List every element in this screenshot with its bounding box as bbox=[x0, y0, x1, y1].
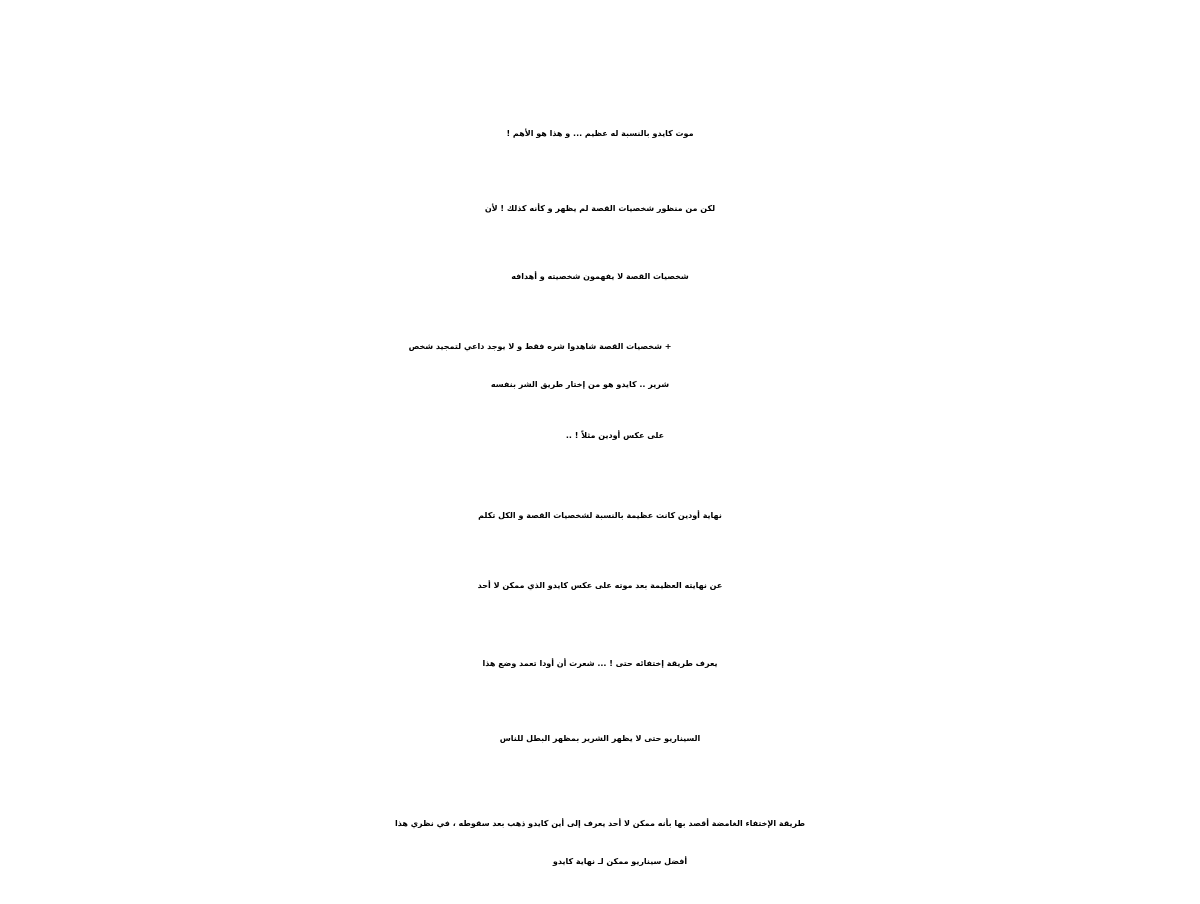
paragraph-2-line-2: نهاية أودين كانت عظيمة بالنسبة لشخصيات القصة و الكل تكلم bbox=[478, 511, 722, 520]
note-2-line-1: طريقة الإختفاء الغامضة أقصد بها بأنه ممكن لا أحد يعرف إلى أين كايدو ذهب بعد سقوطه ، في نظري هذا bbox=[395, 819, 805, 828]
paragraph-2-line-1: على عكس أودين مثلاً ! .. bbox=[565, 431, 665, 440]
paragraph-1-line-2: لكن من منظور شخصيات القصة لم يظهر و كأنه كذلك ! لأن bbox=[484, 204, 716, 213]
paragraph-2-line-3: عن نهايته العظيمة بعد موته على عكس كايدو الذي ممكن لا أحد bbox=[477, 581, 723, 590]
paragraph-2-line-4: يعرف طريقة إختفائه حتى ! ... شعرت أن أودا تعمد وضع هذا bbox=[482, 659, 718, 668]
paragraph-1-line-3: شخصيات القصة لا يفهمون شخصيته و أهدافه bbox=[511, 272, 689, 281]
note-2-line-2: أفضل سيناريو ممكن لـ نهاية كايدو bbox=[552, 857, 688, 866]
note-1-line-1: + شخصيات القصة شاهدوا شره فقط و لا يوجد داعي لتمجيد شخص bbox=[408, 342, 672, 351]
paragraph-1-line-1: موت كايدو بالنسبة له عظيم ... و هذا هو الأهم ! bbox=[506, 129, 694, 138]
paragraph-2-line-5: السيناريو حتى لا يظهر الشرير بمظهر البطل للناس bbox=[499, 734, 701, 743]
note-1-line-2: شرير .. كايدو هو من إختار طريق الشر بنفسه bbox=[490, 380, 670, 389]
